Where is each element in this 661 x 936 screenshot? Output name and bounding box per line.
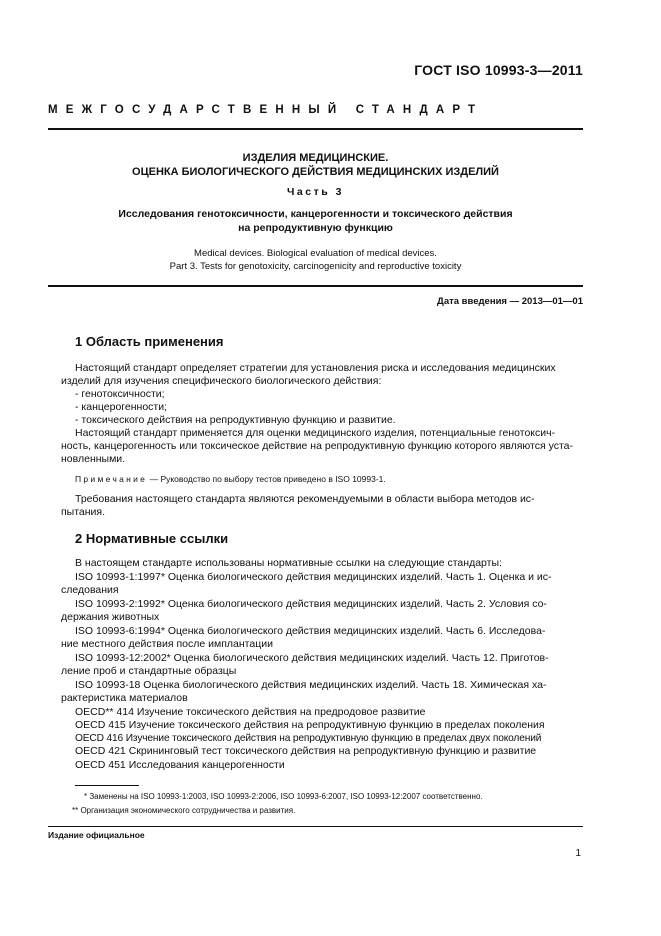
note-label: Примечание [75, 474, 148, 484]
section-1-paragraph-3-line-1: Требования настоящего стандарта являются рекомендуемыми в области выбора методов ис- [75, 493, 535, 505]
oecd-reference: OECD** 414 Изучение токсического действия на предродовое развитие [75, 706, 426, 718]
bottom-divider [48, 826, 583, 827]
note [75, 474, 386, 484]
introduction-date: Дата введения — 2013—01—01 [437, 296, 583, 307]
reference-line-continued: следования [61, 584, 119, 596]
reference-line: ISO 10993-2:1992* Оценка биологического действия медицинских изделий. Часть 2. Условия со- [75, 598, 547, 610]
part-label: Часть 3 [287, 186, 344, 198]
title-line-2: ОЦЕНКА БИОЛОГИЧЕСКОГО ДЕЙСТВИЯ МЕДИЦИНСКИХ ИЗДЕЛИЙ [132, 166, 499, 178]
reference-line-continued: держания животных [61, 611, 160, 623]
title-divider [48, 285, 583, 287]
document-number: ГОСТ ISO 10993-3—2011 [414, 62, 583, 78]
title-line-1: ИЗДЕЛИЯ МЕДИЦИНСКИЕ. [242, 152, 389, 164]
section-1-paragraph-1-line-2: изделий для изучения специфического биологического действия: [61, 375, 382, 387]
english-title-line-2: Part 3. Tests for genotoxicity, carcinogenicity and reproductive toxicity [169, 261, 462, 272]
interstate-standard-label: МЕЖГОСУДАРСТВЕННЫЙ СТАНДАРТ [48, 104, 484, 116]
section-1-heading: 1 Область применения [75, 334, 224, 349]
reference-line: ISO 10993-1:1997* Оценка биологического действия медицинских изделий. Часть 1. Оценка и ис- [75, 571, 552, 583]
footnote-divider [75, 785, 139, 786]
top-divider [48, 128, 583, 130]
official-edition-label: Издание официальное [48, 830, 145, 840]
subtitle-line-1: Исследования генотоксичности, канцерогенности и токсического действия [118, 208, 513, 220]
oecd-reference: OECD 415 Изучение токсического действия на репродуктивную функцию в пределах поколения [75, 719, 545, 731]
section-1-paragraph-1-line-1: Настоящий стандарт определяет стратегии для установления риска и исследования медицинских [75, 362, 556, 374]
section-2-intro: В настоящем стандарте использованы нормативные ссылки на следующие стандарты: [75, 557, 502, 569]
oecd-reference: OECD 416 Изучение токсического действия на репродуктивную функцию в пределах двух поколений [75, 733, 542, 744]
oecd-reference: OECD 421 Скрининговый тест токсического действия на репродуктивную функцию и развитие [75, 745, 537, 757]
reference-line-continued: рактеристика материалов [61, 692, 188, 704]
reference-line-continued: ние местного действия после имплантации [61, 638, 273, 650]
footnote-2: ** Организация экономического сотрудничества и развития. [72, 806, 296, 815]
section-2-heading: 2 Нормативные ссылки [75, 531, 229, 546]
subtitle-line-2: на репродуктивную функцию [238, 222, 393, 234]
list-item-reproductive-toxicity: - токсического действия на репродуктивную функцию и развитие. [75, 414, 396, 426]
section-1-paragraph-2-line-2: ность, канцерогенность или токсическое действие на репродуктивную функцию которого являются уста- [61, 440, 573, 452]
list-item-genotoxicity: - генотоксичности; [75, 388, 165, 400]
list-item-carcinogenicity: - канцерогенности; [75, 401, 168, 413]
reference-line: ISO 10993-18 Оценка биологического действия медицинских изделий. Часть 18. Химическая ха- [75, 679, 547, 691]
note-text: — Руководство по выбору тестов приведено в ISO 10993-1. [149, 474, 386, 484]
reference-line: ISO 10993-12:2002* Оценка биологического действия медицинских изделий. Часть 12. Приготов- [75, 652, 549, 664]
footnote-1: * Заменены на ISO 10993-1:2003, ISO 10993-2:2006, ISO 10993-6:2007, ISO 10993-12:2007 соответственно. [84, 792, 483, 801]
section-1-paragraph-3-line-2: пытания. [61, 506, 106, 518]
page-number: 1 [575, 848, 581, 859]
section-1-paragraph-2-line-1: Настоящий стандарт применяется для оценки медицинского изделия, потенциальные генотоксич- [75, 427, 556, 439]
english-title-line-1: Medical devices. Biological evaluation of medical devices. [194, 248, 437, 259]
reference-line-continued: ление проб и стандартные образцы [61, 665, 237, 677]
oecd-reference: OECD 451 Исследования канцерогенности [75, 759, 285, 771]
reference-line: ISO 10993-6:1994* Оценка биологического действия медицинских изделий. Часть 6. Исследова- [75, 625, 546, 637]
section-1-paragraph-2-line-3: новленными. [61, 453, 126, 465]
